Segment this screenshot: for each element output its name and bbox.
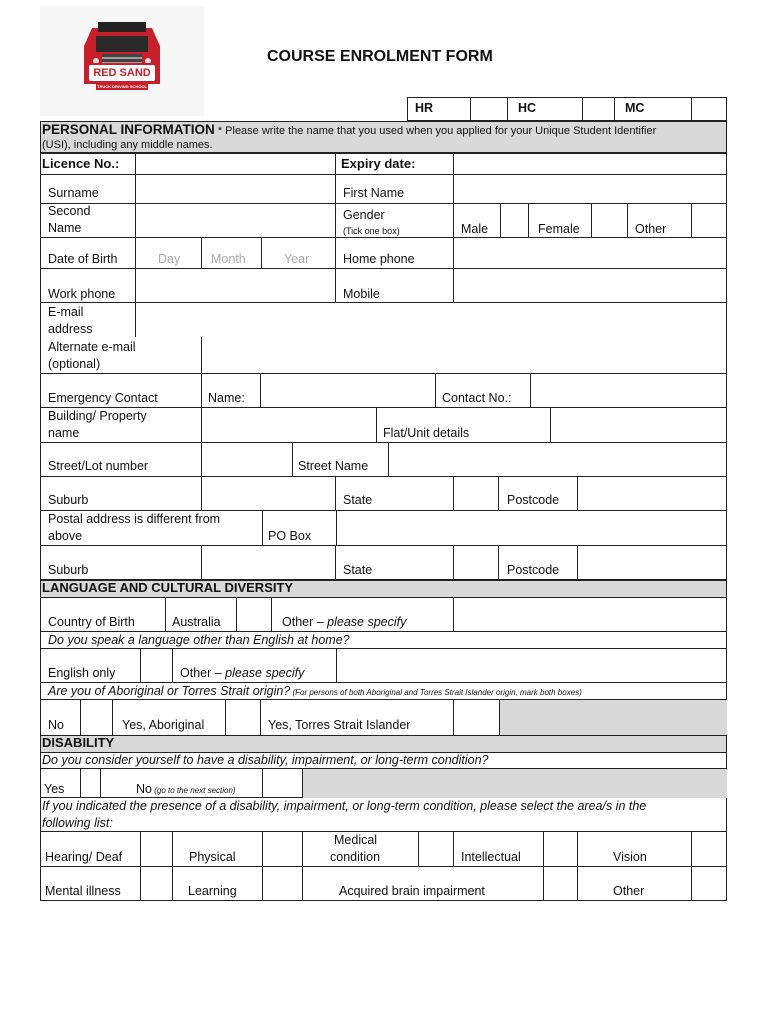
other-gender-label: Other	[635, 222, 667, 236]
postal-state-label: State	[343, 563, 373, 577]
personal-note-2: (USI), including any middle names.	[42, 139, 213, 151]
flat-input[interactable]	[550, 408, 727, 443]
disability-list-1: If you indicated the presence of a disability, impairment, or long-term condition, please select the area/s in the	[42, 799, 647, 813]
work-phone-input[interactable]	[135, 269, 336, 303]
disability-list-2: following list:	[42, 816, 113, 830]
mental-checkbox[interactable]	[140, 867, 173, 901]
male-label: Male	[461, 222, 489, 236]
intellectual-checkbox[interactable]	[543, 832, 578, 867]
emergency-divider	[201, 374, 202, 408]
vision-checkbox[interactable]	[691, 832, 727, 867]
language-other-label	[180, 665, 304, 681]
second-name-label-1: Second	[48, 204, 91, 218]
hc-box[interactable]	[582, 97, 615, 121]
female-checkbox[interactable]	[591, 204, 628, 238]
hearing-checkbox[interactable]	[140, 832, 173, 867]
emergency-label: Emergency Contact	[48, 391, 158, 405]
disability-no-text: No	[136, 782, 152, 796]
q-aboriginal	[48, 683, 582, 701]
truck-logo-icon	[40, 6, 204, 116]
alt-email-input[interactable]	[201, 337, 727, 374]
country-other-text: Other –	[282, 615, 328, 629]
logo-brand: RED SAND	[93, 67, 151, 79]
postal-label-1: Postal address is different from	[48, 512, 221, 526]
postal-suburb-label: Suburb	[48, 563, 89, 577]
mc-box[interactable]	[691, 97, 727, 121]
home-phone-label: Home phone	[343, 252, 415, 266]
page-title: COURSE ENROLMENT FORM	[267, 48, 493, 65]
physical-checkbox[interactable]	[262, 832, 303, 867]
postal-label-2: above	[48, 529, 83, 543]
country-other-specify: please specify	[327, 615, 407, 629]
suburb-label: Suburb	[48, 493, 89, 507]
disability-question: Do you consider yourself to have a disability, impairment, or long-term condition?	[42, 753, 489, 767]
disability-no-label	[136, 781, 236, 799]
gender-divider	[453, 204, 454, 238]
yes-aboriginal-checkbox[interactable]	[225, 700, 261, 736]
dob-month-placeholder: Month	[211, 252, 246, 266]
hc-label: HC	[518, 101, 537, 115]
aboriginal-no-checkbox[interactable]	[80, 700, 113, 736]
dob-day-placeholder: Day	[158, 252, 181, 266]
country-divider	[165, 597, 166, 632]
disability-other-checkbox[interactable]	[691, 867, 727, 901]
mental-label: Mental illness	[45, 884, 121, 898]
medical-label-2: condition	[330, 850, 381, 864]
suburb-input[interactable]	[201, 477, 336, 511]
disability-shaded-area	[302, 769, 727, 798]
building-input[interactable]	[201, 408, 377, 443]
contact-no-input[interactable]	[530, 374, 727, 408]
dob-label: Date of Birth	[48, 252, 118, 266]
emergency-name-input[interactable]	[260, 374, 436, 408]
no-label: No	[48, 718, 64, 732]
q-aboriginal-text: Are you of Aboriginal or Torres Strait origin?	[48, 684, 291, 698]
learning-checkbox[interactable]	[262, 867, 303, 901]
postal-state-input[interactable]	[453, 546, 499, 580]
country-other-input[interactable]	[453, 597, 727, 632]
building-label-2: name	[48, 426, 80, 440]
street-name-input[interactable]	[388, 443, 727, 477]
aboriginal-shaded-area	[499, 700, 727, 736]
intellectual-label: Intellectual	[461, 850, 521, 864]
language-other-specify: please specify	[225, 666, 305, 680]
logo	[40, 6, 204, 116]
postal-suburb-input[interactable]	[201, 546, 336, 580]
licence-label: Licence No.:	[42, 156, 120, 171]
po-box-label: PO Box	[268, 529, 312, 543]
acquired-label: Acquired brain impairment	[339, 884, 485, 898]
english-only-label: English only	[48, 666, 116, 680]
emergency-name-label: Name:	[208, 391, 245, 405]
logo-tagline: TRUCK DRIVING SCHOOL	[97, 84, 147, 89]
gender-note: (Tick one box)	[343, 226, 400, 236]
postcode-label: Postcode	[507, 493, 560, 507]
codes-row	[407, 97, 727, 121]
alt-email-label-2: (optional)	[48, 357, 101, 371]
postal-postcode-input[interactable]	[577, 546, 727, 580]
english-only-checkbox[interactable]	[140, 649, 173, 683]
acquired-checkbox[interactable]	[543, 867, 578, 901]
expiry-label: Expiry date:	[341, 156, 416, 171]
street-name-label: Street Name	[298, 459, 369, 473]
disability-yes-label: Yes	[44, 782, 65, 796]
vision-label: Vision	[613, 850, 647, 864]
postcode-input[interactable]	[577, 477, 727, 511]
q-language: Do you speak a language other than English at home?	[48, 633, 350, 647]
australia-label: Australia	[172, 615, 221, 629]
female-label: Female	[538, 222, 580, 236]
learning-label: Learning	[188, 884, 237, 898]
email-label-1: E-mail	[48, 305, 84, 319]
q-aboriginal-note: (For persons of both Aboriginal and Torres Strait Islander origin, mark both boxes)	[290, 688, 582, 697]
licence-input[interactable]	[135, 153, 336, 175]
street-lot-label: Street/Lot number	[48, 459, 149, 473]
email-label-2: address	[48, 322, 93, 336]
alt-email-label-1: Alternate e-mail	[48, 340, 136, 354]
disability-yes-checkbox[interactable]	[80, 769, 101, 798]
surname-label: Surname	[48, 186, 99, 200]
yes-torres-label: Yes, Torres Strait Islander	[268, 718, 411, 732]
yes-aboriginal-label: Yes, Aboriginal	[122, 718, 205, 732]
expiry-input[interactable]	[453, 153, 727, 175]
personal-note: * Please write the name that you used when you applied for your Unique Student Identifier	[214, 125, 657, 137]
disability-section-header	[40, 735, 727, 753]
hearing-label: Hearing/ Deaf	[45, 850, 123, 864]
flat-label: Flat/Unit details	[383, 426, 470, 440]
building-label-1: Building/ Property	[48, 409, 147, 423]
language-heading: LANGUAGE AND CULTURAL DIVERSITY	[42, 580, 294, 595]
po-box-input[interactable]	[336, 511, 727, 546]
surname-input[interactable]	[135, 175, 336, 204]
postal-postcode-label: Postcode	[507, 563, 560, 577]
state-input[interactable]	[453, 477, 499, 511]
disability-heading: DISABILITY	[42, 735, 115, 750]
medical-checkbox[interactable]	[418, 832, 454, 867]
language-other-text: Other –	[180, 666, 226, 680]
dob-year-placeholder: Year	[284, 252, 310, 266]
mobile-label: Mobile	[343, 287, 380, 301]
email-input[interactable]	[135, 303, 727, 337]
first-name-label: First Name	[343, 186, 405, 200]
physical-label: Physical	[189, 850, 236, 864]
street-lot-input[interactable]	[201, 443, 293, 477]
hr-box[interactable]	[470, 97, 508, 121]
personal-heading: PERSONAL INFORMATION	[42, 122, 215, 137]
first-name-input[interactable]	[453, 175, 727, 204]
country-other-label	[282, 614, 406, 630]
language-other-input[interactable]	[336, 649, 727, 683]
second-name-label-2: Name	[48, 221, 82, 235]
gender-label: Gender	[343, 208, 385, 222]
disability-no-checkbox[interactable]	[262, 769, 303, 798]
disability-other-label: Other	[613, 884, 645, 898]
male-checkbox[interactable]	[500, 204, 529, 238]
postal-checkbox[interactable]	[262, 511, 263, 546]
disability-no-note: (go to the next section)	[151, 786, 236, 795]
country-label: Country of Birth	[48, 615, 135, 629]
state-label: State	[343, 493, 373, 507]
home-phone-input[interactable]	[453, 238, 727, 269]
other-gender-checkbox[interactable]	[691, 204, 727, 238]
contact-no-label: Contact No.:	[442, 391, 512, 405]
work-phone-label: Work phone	[48, 287, 116, 301]
australia-checkbox[interactable]	[236, 597, 272, 632]
hr-label: HR	[415, 101, 434, 115]
yes-torres-checkbox[interactable]	[453, 700, 500, 736]
second-name-input[interactable]	[135, 204, 336, 238]
mc-label: MC	[625, 101, 645, 115]
mobile-input[interactable]	[453, 269, 727, 303]
medical-label-1: Medical	[334, 833, 378, 847]
